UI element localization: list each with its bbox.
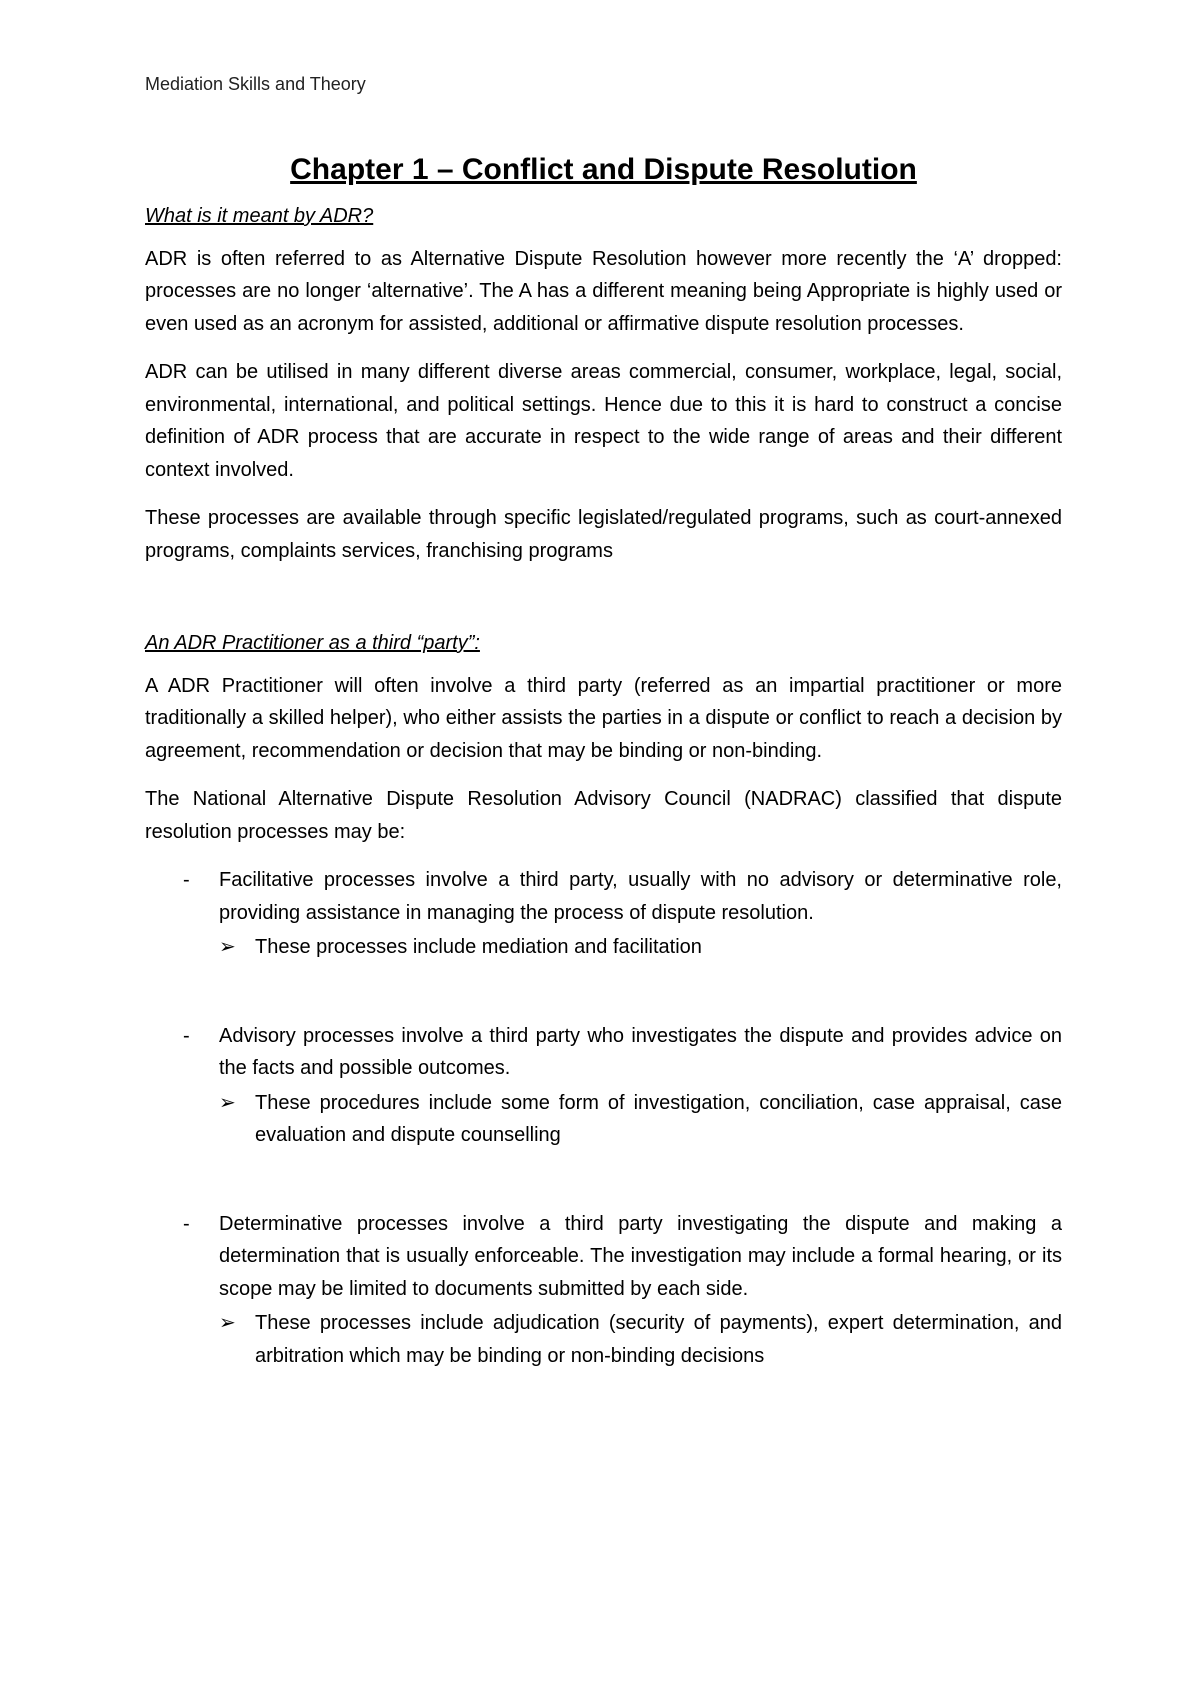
paragraph: ADR can be utilised in many different diverse areas commercial, consumer, workplace, legal, social, environmental, international, and political settings. Hence due to this it is hard to construct a concise definition of ADR process that are accurate in respect to the wide range of areas and their different context involved. <box>145 361 1062 481</box>
spacer <box>145 1166 1062 1208</box>
dash-bullet-icon: - <box>183 869 190 891</box>
list-item-text: Facilitative processes involve a third party, usually with no advisory or determinative role, providing assistance in managing the process of dispute resolution. <box>219 869 1062 924</box>
arrow-bullet-icon: ➢ <box>219 1312 236 1334</box>
arrow-bullet-icon: ➢ <box>219 936 236 958</box>
section-heading-adr: What is it meant by ADR? <box>145 205 374 227</box>
sub-list-item <box>219 1087 1062 1152</box>
list-item <box>145 864 1062 964</box>
process-list <box>145 864 1062 1372</box>
spacer <box>145 978 1062 1020</box>
document-body <box>145 150 1062 1386</box>
arrow-bullet-icon: ➢ <box>219 1091 236 1114</box>
paragraph: These processes are available through specific legislated/regulated programs, such as court-annexed programs, complaints services, franchising programs <box>145 507 1062 562</box>
dash-bullet-icon: - <box>183 1212 190 1235</box>
sub-list-item <box>219 931 1062 964</box>
list-item-text: Determinative processes involve a third party investigating the dispute and making a determination that is usually enforceable. The investigation may include a formal hearing, or its scope may be limited to documents submitted by each side. <box>219 1212 1062 1300</box>
sub-list-item-text: These procedures include some form of investigation, conciliation, case appraisal, case evaluation and dispute counselling <box>255 1091 1062 1146</box>
spacer <box>145 583 1062 627</box>
sub-list-item-text: These processes include adjudication (security of payments), expert determination, and arbitration which may be binding or non-binding decisions <box>255 1312 1062 1367</box>
paragraph: The National Alternative Dispute Resolution Advisory Council (NADRAC) classified that dispute resolution processes may be: <box>145 788 1062 843</box>
chapter-title: Chapter 1 – Conflict and Dispute Resolution <box>290 153 917 186</box>
sub-list-item-text: These processes include mediation and facilitation <box>255 936 702 958</box>
running-header: Mediation Skills and Theory <box>145 74 366 94</box>
list-item-text: Advisory processes involve a third party who investigates the dispute and provides advice on the facts and possible outcomes. <box>219 1024 1062 1079</box>
list-item <box>145 1020 1062 1152</box>
paragraph: A ADR Practitioner will often involve a third party (referred as an impartial practitioner or more traditionally a skilled helper), who either assists the parties in a dispute or conflict to reach a decision by agreement, recommendation or decision that may be binding or non-binding. <box>145 674 1062 762</box>
sub-list-item <box>219 1307 1062 1372</box>
section-heading-practitioner: An ADR Practitioner as a third “party”: <box>145 632 480 654</box>
list-item <box>145 1208 1062 1373</box>
dash-bullet-icon: - <box>183 1024 190 1047</box>
paragraph: ADR is often referred to as Alternative Dispute Resolution however more recently the ‘A’ dropped: processes are no longer ‘alternative’. The A has a different meaning being Appropriate is highly used or even used as an acronym for assisted, additional or affirmative dispute resolution processes. <box>145 247 1062 335</box>
